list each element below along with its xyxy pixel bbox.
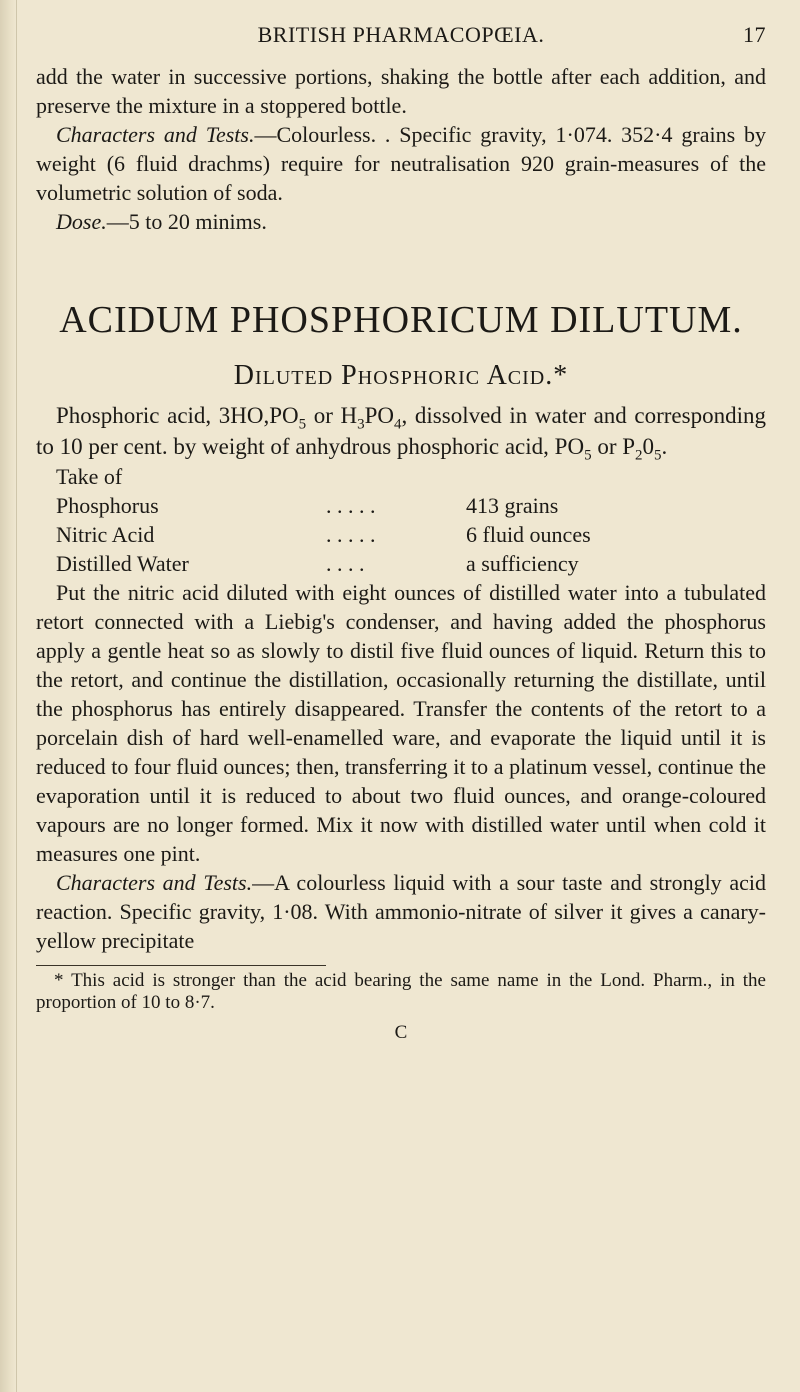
characters-label: Characters and Tests. [56,122,255,147]
tests-label: Characters and Tests. [56,870,253,895]
ingredient-name: Phosphorus [56,493,159,518]
running-head-title: BRITISH PHARMACOPŒIA. [257,22,545,47]
subscript: 2 [635,447,643,464]
ingredient-quantity: a sufficiency [466,551,579,576]
article-title: ACIDUM PHOSPHORICUM DILUTUM. [59,299,743,341]
signature-mark: C [394,1022,408,1043]
dose-label: Dose. [56,209,107,234]
ingredients-table [56,491,591,578]
running-head [36,22,766,52]
ingredient-quantity: 6 fluid ounces [466,522,591,547]
subscript: 5 [298,416,307,433]
definition-text: PO [364,403,395,428]
method-paragraph: Put the nitric acid diluted with eight ounces of distilled water into a tubulated retort connected with a Liebig's condenser, and having added the phosphorus apply a gentle heat so as slowly to distil five fluid ounces of liquid. Return this to the retort, and continue the distillation, occasionally returning the distillate, until the phosphorus has entirely disappeared. Transfer the contents of the retort to a porcelain dish of hard well-enamelled ware, and evaporate the liquid until it is reduced to four fluid ounces; then, transferring it to a platinum vessel, continue the evaporation until it is reduced to about two fluid ounces, and orange-coloured vapours are no longer formed. Mix it now with distilled water until when cold it measures one pint. [36,580,766,866]
leader-dots: . . . . . [326,522,376,547]
footnote-rule [36,965,326,966]
page-number: 17 [743,22,766,47]
dose-paragraph [36,207,766,236]
definition-paragraph [36,400,766,462]
definition-text: , dissolved in water and corresponding to 10 per cent. by weight of anhydrous phosphoric acid, PO [36,403,766,459]
page-gutter [0,0,17,1392]
intro-paragraph: add the water in successive portions, shaking the bottle after each addition, and preserve the mixture in a stoppered bottle. [36,64,766,118]
definition-text: Phosphoric acid, 3HO,PO [56,403,299,428]
footnote: * This acid is stronger than the acid bearing the same name in the Lond. Pharm., in the proportion of 10 to 8·7. [36,970,766,1013]
tests-text: —A colourless liquid with a sour taste and strongly acid reaction. Specific gravity, 1·08. With ammonio-nitrate of silver it gives a canary-yellow precipitate [36,870,767,953]
characters-text: —Colourless. . Specific gravity, 1·074. 352·4 grains by weight (6 fluid drachms) require for neutralisation 920 grain-measures of the volumetric solution of soda. [36,122,767,205]
ingredient-row [56,491,591,520]
take-of-label: Take of [56,464,123,489]
subscript: 3 [357,416,365,433]
ingredient-quantity: 413 grains [466,493,559,518]
page-body [36,62,766,1047]
leader-dots: . . . . . [326,493,376,518]
definition-text: or H [306,403,358,428]
definition-text: or P [591,434,636,459]
subscript: 4 [394,416,402,433]
subscript: 5 [584,447,592,464]
tests-paragraph [36,868,766,955]
ingredient-name: Distilled Water [56,551,189,576]
leader-dots: . . . . [326,551,365,576]
definition-text: . [661,434,668,459]
intro-characters-paragraph [36,120,766,207]
dose-text: —5 to 20 minims. [106,209,267,234]
ingredient-row [56,549,591,578]
ingredient-name: Nitric Acid [56,522,155,547]
article-subtitle: Diluted Phosphoric Acid.* [233,360,569,391]
subscript: 5 [654,447,662,464]
ingredient-row [56,520,591,549]
definition-text: 0 [642,434,655,459]
